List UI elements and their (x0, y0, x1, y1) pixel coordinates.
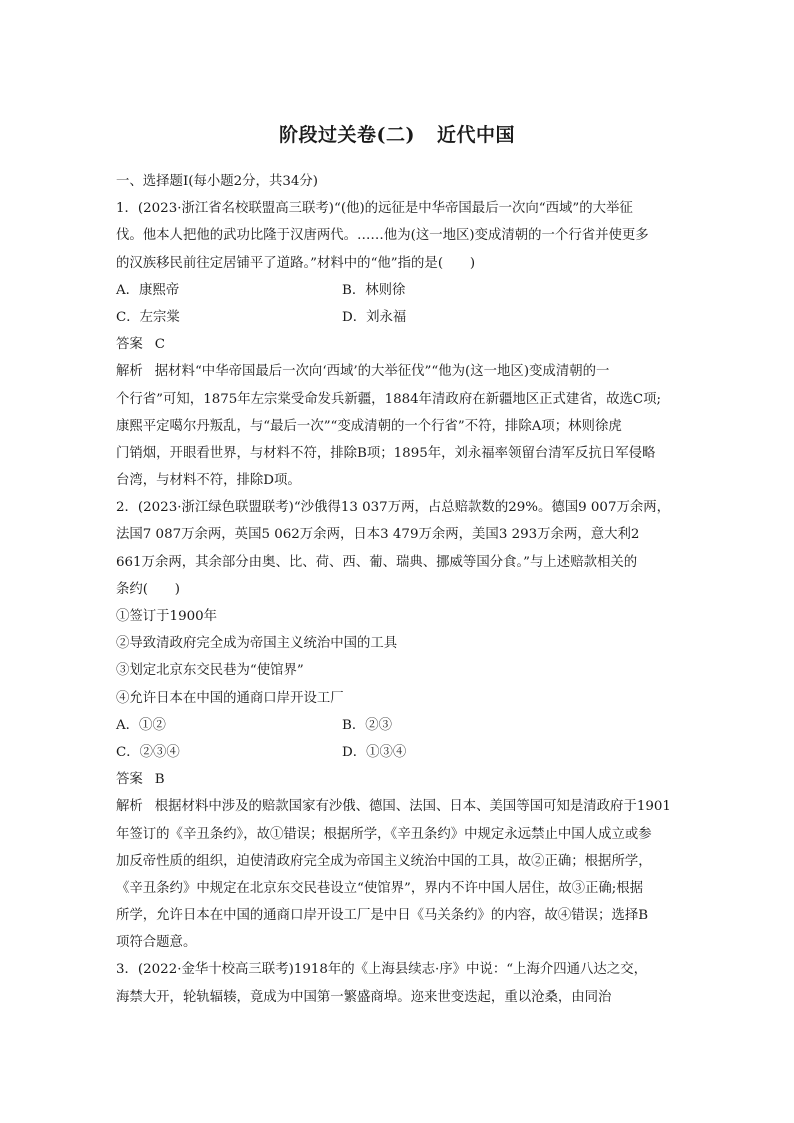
explanation-line: 个行省”可知，1875年左宗棠受命发兵新疆，1884年清政府在新疆地区正式建省，故选C项; (116, 391, 662, 407)
explanation-text: 根据材料中涉及的赔款国家有沙俄、德国、法国、日本、美国等国可知是清政府于1901 (154, 799, 671, 815)
question-text-line: 的汉族移民前往定居铺平了道路。”材料中的“他”指的是( ) (116, 255, 476, 271)
section-heading: 一、选择题Ⅰ(每小题2分，共34分) (116, 174, 318, 189)
question-text-line: 3．(2022·金华十校高三联考)1918年的《上海县续志·序》中说：“上海介四通八达之交， (116, 962, 647, 978)
options-row (116, 712, 682, 739)
option-b: B．②③ (342, 717, 393, 733)
option-a: A．康熙帝 (116, 282, 180, 298)
option-c: C．②③④ (116, 744, 180, 760)
option-c: C．左宗棠 (116, 309, 180, 325)
question-text-line: 法国7 087万余两，英国5 062万余两，日本3 479万余两，美国3 293万余两，意大利2 (116, 527, 640, 543)
explanation-line: 康熙平定噶尔丹叛乱，与“最后一次”“变成清朝的一个行省”不符，排除A项；林则徐虎 (116, 418, 622, 434)
answer-label: 答案 (116, 772, 143, 788)
explanation-line: 台湾，与材料不符，排除D项。 (116, 473, 301, 489)
question-3 (116, 956, 682, 1010)
explanation-line: 门销烟，开眼看世界，与材料不符，排除B项；1895年，刘永福率领留台清军反抗日军侵略 (116, 445, 656, 461)
question-text-line: 海禁大开，轮轨辐辏，竟成为中国第一繁盛商埠。迩来世变迭起，重以沧桑，由同治 (116, 989, 612, 1005)
explanation-line (116, 793, 682, 820)
answer-value: B (154, 772, 165, 788)
statement-2: ②导致清政府完全成为帝国主义统治中国的工具 (116, 636, 398, 652)
question-text-line: 伐。他本人把他的武功比隆于汉唐两代。……他为(这一地区)变成清朝的一个行省并使更多 (116, 228, 649, 244)
options-row (116, 739, 682, 766)
statement-3: ③划定北京东交民巷为“使馆界” (116, 663, 304, 679)
explanation-label: 解析 (116, 364, 143, 380)
statement-1: ①签订于1900年 (116, 609, 218, 624)
question-text-line: 2．(2023·浙江绿色联盟联考)“沙俄得13 037万两，占总赔款数的29%。德国9 007万余两， (116, 500, 671, 516)
document-content (116, 168, 682, 1011)
answer-line (116, 766, 682, 793)
option-b: B．林则徐 (342, 282, 406, 298)
question-1 (116, 195, 682, 494)
question-text-line: 条约( ) (116, 581, 181, 597)
explanation-line: 加反帝性质的组织，迫使清政府完全成为帝国主义统治中国的工具，故②正确；根据所学， (116, 853, 652, 869)
option-d: D．刘永福 (342, 309, 407, 325)
explanation-line: 《辛丑条约》中规定在北京东交民巷设立“使馆界”，界内不许中国人居住，故③正确;根据 (116, 880, 644, 896)
explanation-line (116, 358, 682, 385)
explanation-text: 据材料“中华帝国最后一次向‘西域’的大举征伐”“他为(这一地区)变成清朝的一 (154, 364, 610, 380)
options-row (116, 304, 682, 331)
answer-line (116, 331, 682, 358)
answer-value: C (154, 337, 166, 353)
statement-4: ④允许日本在中国的通商口岸开设工厂 (116, 690, 344, 706)
option-d: D．①③④ (342, 744, 407, 760)
options-row (116, 277, 682, 304)
title-sub: 近代中国 (436, 124, 515, 146)
question-text-line: 1．(2023·浙江省名校联盟高三联考)“(他)的远征是中华帝国最后一次向“西域”的大举征 (116, 201, 633, 217)
question-2 (116, 494, 682, 956)
explanation-label: 解析 (116, 799, 143, 815)
explanation-line: 年签订的《辛丑条约》，故①错误；根据所学，《辛丑条约》中规定永远禁止中国人成立或参 (116, 826, 652, 842)
page-title (0, 120, 794, 147)
answer-label: 答案 (116, 337, 143, 353)
explanation-line: 所学，允许日本在中国的通商口岸开设工厂是中日《马关条约》的内容，故④错误；选择B (116, 908, 649, 924)
explanation-line: 项符合题意。 (116, 935, 197, 951)
option-a: A．①② (116, 717, 166, 733)
title-main: 阶段过关卷(二) (279, 124, 415, 146)
question-text-line: 661万余两，其余部分由奥、比、荷、西、葡、瑞典、挪威等国分食。”与上述赔款相关的 (116, 554, 638, 570)
